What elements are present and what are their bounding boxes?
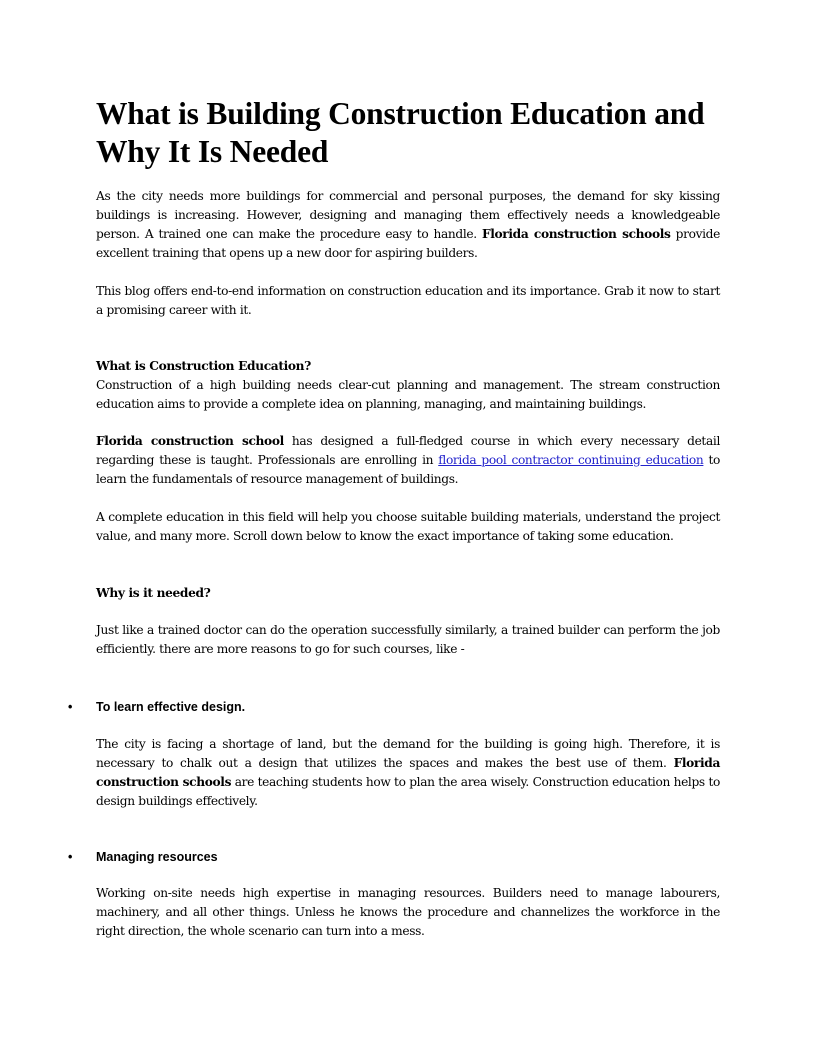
bullet-label: Managing resources	[96, 850, 218, 864]
intro-paragraph-1	[96, 187, 720, 263]
intro-paragraph-2: This blog offers end-to-end information on construction education and its importance. Grab it now to start a promising career with it.	[96, 284, 720, 317]
bullet-label: To learn effective design.	[96, 700, 246, 714]
text-run: are teaching students how to plan the area wisely. Construction education helps to design buildings effectively.	[96, 775, 720, 808]
section1-paragraph-3: A complete education in this field will help you choose suitable building materials, understand the project value, and many more. Scroll down below to know the exact importance of taking some education.	[96, 510, 720, 543]
section1-paragraph-1: Construction of a high building needs clear-cut planning and management. The stream construction education aims to provide a complete idea on planning, managing, and maintaining buildings.	[96, 378, 720, 411]
text-run: has designed a full-fledged course in which every necessary detail regarding these is taught. Professionals are enrolling in	[96, 434, 720, 467]
bullet-icon: •	[68, 700, 73, 714]
section2-paragraph-1: Just like a trained doctor can do the operation successfully similarly, a trained builder can perform the job efficiently. there are more reasons to go for such courses, like -	[96, 623, 720, 656]
bold-term: Florida construction schools	[96, 756, 720, 789]
text-run: The city is facing a shortage of land, but the demand for the building is going high. Therefore, it is necessary to chalk out a design that utilizes the spaces and makes the best use of them.	[96, 737, 720, 770]
bullet2-paragraph: Working on-site needs high expertise in managing resources. Builders need to manage labourers, machinery, and all other things. Unless he knows the procedure and channelizes the workforce in the right direction, the whole scenario can turn into a mess.	[96, 886, 720, 938]
section1-paragraph-2	[96, 432, 720, 489]
bold-term: Florida construction school	[96, 434, 284, 448]
bullet-icon: •	[68, 850, 73, 864]
bold-term: Florida construction schools	[481, 227, 671, 241]
text-run: As the city needs more buildings for commercial and personal purposes, the demand for sky kissing buildings is increasing. However, designing and managing them effectively needs a knowledgeable person. A trained one can make the procedure easy to handle.	[96, 189, 720, 241]
section-heading-why-needed: Why is it needed?	[96, 586, 211, 600]
document-title: What is Building Construction Education and Why It Is Needed	[96, 96, 705, 169]
text-run: to learn the fundamentals of resource management of buildings.	[96, 453, 721, 486]
bullet1-paragraph	[96, 735, 720, 811]
pool-contractor-education-link[interactable]: florida pool contractor continuing education	[438, 453, 704, 467]
section-heading-construction-education: What is Construction Education?	[96, 359, 311, 373]
text-run: provide excellent training that opens up a new door for aspiring builders.	[96, 227, 720, 260]
